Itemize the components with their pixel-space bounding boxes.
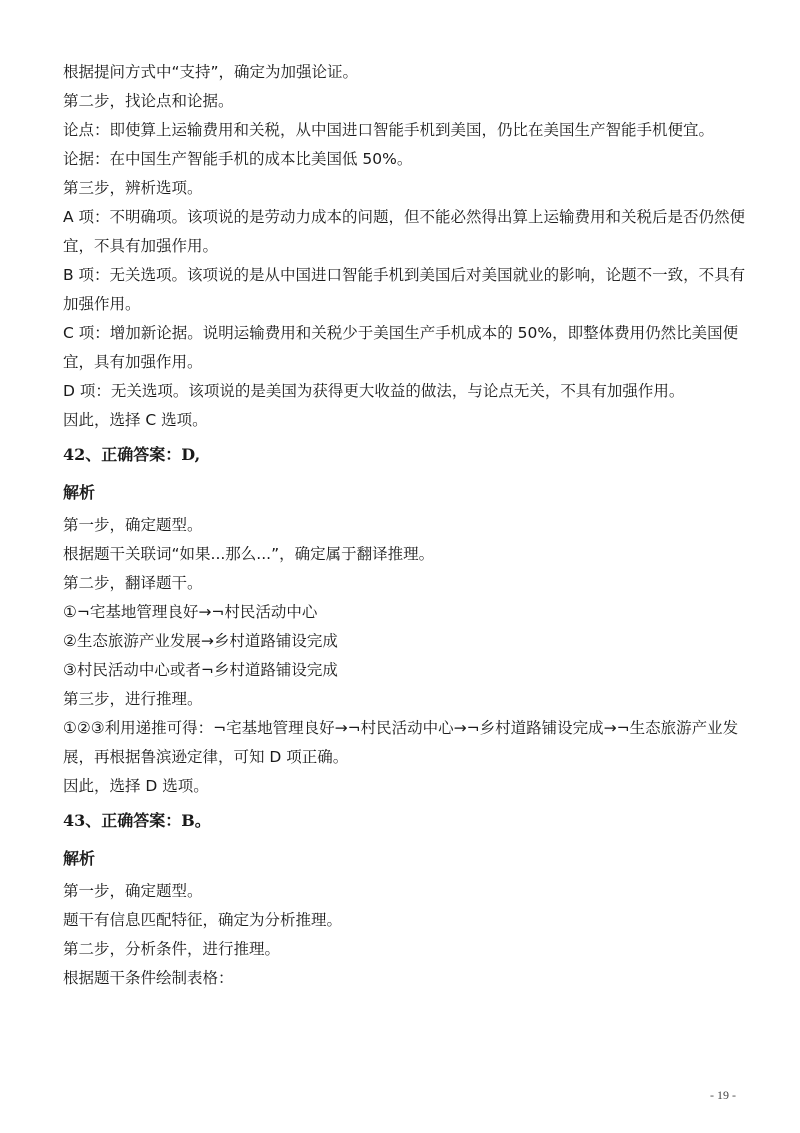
paragraph: 题干有信息匹配特征，确定为分析推理。 [63, 911, 343, 929]
paragraph: 论点：即使算上运输费用和关税，从中国进口智能手机到美国，仍比在美国生产智能手机便宜。 [63, 121, 715, 139]
paragraph: C 项：增加新论据。说明运输费用和关税少于美国生产手机成本的 50%，即整体费用仍然比美国便宜，具有加强作用。 [63, 324, 739, 371]
paragraph: ①②③利用递推可得：¬宅基地管理良好→¬村民活动中心→¬乡村道路铺设完成→¬生态旅游产业发展，再根据鲁滨逊定律，可知 D 项正确。 [63, 719, 739, 766]
paragraph: 论据：在中国生产智能手机的成本比美国低 50%。 [63, 150, 413, 168]
paragraph: 第三步，辨析选项。 [63, 179, 203, 197]
paragraph: A 项：不明确项。该项说的是劳动力成本的问题，但不能必然得出算上运输费用和关税后是否仍然便宜，不具有加强作用。 [63, 208, 746, 255]
analysis-heading: 解析 [63, 483, 96, 502]
paragraph: 第二步，找论点和论据。 [63, 92, 234, 110]
analysis-heading: 解析 [63, 849, 96, 868]
paragraph: 第二步，分析条件，进行推理。 [63, 940, 281, 958]
paragraph: ①¬宅基地管理良好→¬村民活动中心 [63, 603, 318, 621]
page-number: - 19 - [710, 1088, 736, 1102]
paragraph: ③村民活动中心或者¬乡村道路铺设完成 [63, 661, 338, 679]
answer-heading: 42、正确答案：D, [63, 445, 201, 464]
paragraph: 第一步，确定题型。 [63, 516, 203, 534]
paragraph: 根据提问方式中“支持”，确定为加强论证。 [63, 63, 359, 81]
paragraph: 第一步，确定题型。 [63, 882, 203, 900]
paragraph: 根据题干关联词“如果...那么...”，确定属于翻译推理。 [63, 545, 435, 563]
paragraph: 因此，选择 C 选项。 [63, 411, 208, 429]
answer-heading: 43、正确答案：B。 [63, 811, 211, 830]
paragraph: 因此，选择 D 选项。 [63, 777, 209, 795]
paragraph: 第二步，翻译题干。 [63, 574, 203, 592]
paragraph: 根据题干条件绘制表格： [63, 969, 234, 987]
document-body [63, 58, 753, 993]
paragraph: B 项：无关选项。该项说的是从中国进口智能手机到美国后对美国就业的影响，论题不一致，不具有加强作用。 [63, 266, 746, 313]
paragraph: ②生态旅游产业发展→乡村道路铺设完成 [63, 632, 338, 650]
paragraph: D 项：无关选项。该项说的是美国为获得更大收益的做法，与论点无关，不具有加强作用。 [63, 382, 685, 400]
paragraph: 第三步，进行推理。 [63, 690, 203, 708]
